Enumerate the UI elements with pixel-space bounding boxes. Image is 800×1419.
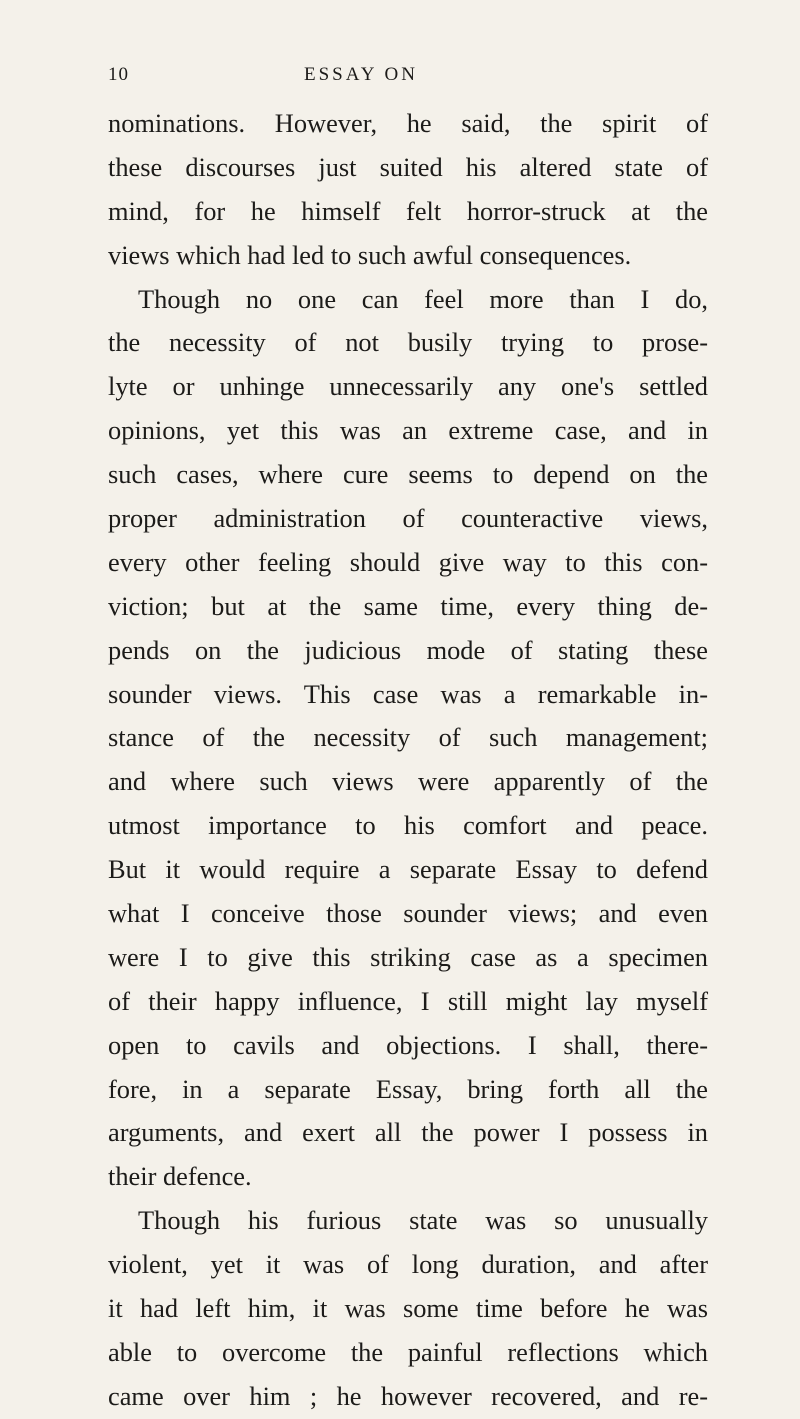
text-line: their defence.	[108, 1161, 252, 1192]
text-line: such cases, where cure seems to depend on the	[108, 459, 708, 490]
text-line: of their happy influence, I still might lay myself	[108, 985, 708, 1016]
running-head	[108, 64, 708, 94]
text-line: viction; but at the same time, every thing de-	[108, 590, 708, 621]
text-line: every other feeling should give way to this con-	[108, 546, 708, 577]
text-line: able to overcome the painful reflections which	[108, 1336, 708, 1367]
text-line: opinions, yet this was an extreme case, and in	[108, 415, 708, 446]
text-line: arguments, and exert all the power I possess in	[108, 1117, 708, 1148]
body-text	[108, 102, 708, 1419]
text-line: what I conceive those sounder views; and even	[108, 898, 708, 929]
text-line: views which had led to such awful consequences.	[108, 239, 632, 270]
text-line: violent, yet it was of long duration, and after	[108, 1249, 708, 1280]
text-line: came over him ; he however recovered, and re-	[108, 1380, 708, 1411]
text-line: were I to give this striking case as a specimen	[108, 941, 708, 972]
text-line: Though no one can feel more than I do,	[138, 283, 708, 314]
text-line: utmost importance to his comfort and peace.	[108, 810, 708, 841]
text-line: fore, in a separate Essay, bring forth all the	[108, 1073, 708, 1104]
text-line: nominations. However, he said, the spirit of	[108, 108, 708, 138]
text-line: it had left him, it was some time before he was	[108, 1293, 708, 1324]
text-line: the necessity of not busily trying to prose-	[108, 327, 708, 358]
running-title: ESSAY ON	[304, 64, 418, 85]
text-line: stance of the necessity of such management;	[108, 722, 708, 753]
text-line: lyte or unhinge unnecessarily any one's settled	[108, 371, 708, 402]
text-line: and where such views were apparently of the	[108, 766, 708, 797]
text-line: But it would require a separate Essay to defend	[108, 854, 708, 885]
page-number: 10	[108, 64, 129, 85]
text-line: proper administration of counteractive views,	[108, 503, 708, 534]
text-line: pends on the judicious mode of stating these	[108, 634, 708, 665]
text-line: sounder views. This case was a remarkable in-	[108, 678, 708, 709]
text-line: these discourses just suited his altered state of	[108, 151, 708, 182]
text-line: Though his furious state was so unusually	[138, 1205, 708, 1236]
text-line: open to cavils and objections. I shall, there-	[108, 1029, 708, 1060]
text-line: mind, for he himself felt horror-struck at the	[108, 195, 708, 226]
